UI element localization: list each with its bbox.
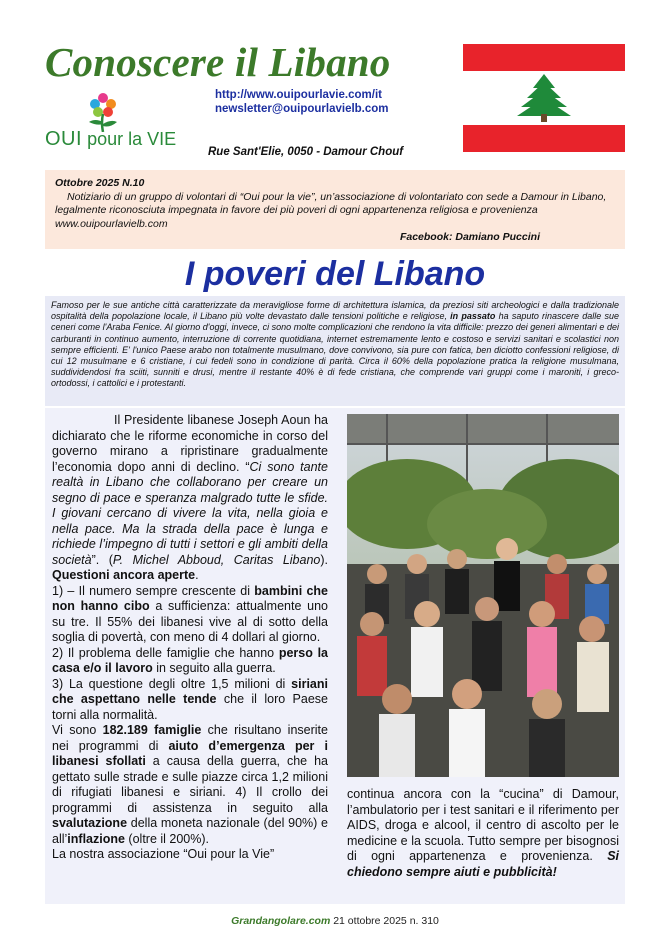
p3-bold: perso la casa e/o il lavoro: [52, 645, 328, 675]
paragraph-4: [52, 677, 328, 724]
article-right-column: [347, 787, 619, 880]
facebook-credit: Facebook: Damiano Puccini: [399, 231, 540, 243]
p4-bold: siriani che aspettano nelle tende: [52, 676, 328, 706]
summary-box: [45, 296, 625, 406]
p1-text-c: ).: [320, 552, 328, 567]
intro-box: [45, 170, 625, 249]
p2-text-b: a sufficienza: attualmente uno su tre. Il 55% dei libanesi vive al di sotto della soglia di povertà, con meno di 4 dollari al giorno.: [52, 599, 329, 644]
lebanon-flag-icon: [463, 44, 625, 152]
right-text: continua ancora con la “cucina” di Damour, l’ambulatorio per i test sanitari e il riferimento per AIDS, droga e alcool, il centro di ascolto per le medicine e la scuola. Tutto sempre per bisognosi di ogni appartenenza e provenienza.: [347, 787, 619, 863]
children-group-photo: [347, 414, 619, 777]
p3-text-a: 2) Il problema delle famiglie che hanno: [52, 645, 279, 660]
logo-rest: pour la VIE: [82, 129, 177, 149]
paragraph-6: La nostra associazione “Oui pour la Vie”: [52, 847, 275, 861]
p1-quote: Ci sono tante realtà in Libano che collaborano per creare un segno di pace e speranza malgrado tutte le sfide. I giovani cercano di vivere la vita, nella gioia e nella pace. Ma la strada della pace è lunga e richiede l’impegno di tutti i settori e gli ambiti della società: [52, 459, 328, 567]
summary-bold: in passato: [450, 311, 496, 322]
p5-bold-3: svalutazione: [52, 816, 128, 830]
masthead-title: Conoscere il Libano: [45, 39, 391, 85]
paragraph-1: [52, 413, 328, 584]
p5-text-b: che risultano inserite nei programmi di: [52, 723, 328, 753]
paragraph-5: [52, 723, 328, 847]
p1-bold: Questioni ancora aperte: [52, 568, 196, 582]
p4-text-a: 3) La questione degli oltre 1,5 milioni di: [52, 676, 292, 691]
p3-text-b: in seguito alla guerra.: [152, 661, 276, 675]
p5-bold-4: inflazione: [67, 831, 125, 846]
p5-text-d: della moneta nazionale (del 90%) e all’: [52, 816, 328, 846]
summary-part1: Famoso per le sue antiche città caratterizzate da meravigliose forme di architettura islamica, da preziosi siti archeologici e dalla tradizionale ospitalità della popolazione locale, il Libano più volte devastato dalle tensioni politiche e religiose,: [51, 300, 619, 322]
paragraph-2: [52, 584, 328, 646]
association-logo: [45, 92, 215, 154]
intro-text: Notiziario di un gruppo di volontari di “Oui pour la vie”, un’associazione di volontariato con sede a Damour in Libano, legalmente riconosciuta impegnata in favore dei più poveri di ogni appartenenza religiosa e provenienza www.ouipourlavielb.com: [55, 190, 607, 230]
p1-text-d: .: [195, 568, 199, 582]
p5-bold-1: 182.189 famiglie: [102, 723, 202, 737]
footer-date: 21 ottobre 2025 n. 310: [330, 915, 439, 927]
p5-bold-2: aiuto d’emergenza per i libanesi sfollati: [52, 738, 328, 768]
footer-brand[interactable]: Grandangolare.com: [231, 915, 331, 927]
p2-text-a: 1) – Il numero sempre crescente di: [52, 583, 255, 598]
headline: I poveri del Libano: [184, 255, 486, 293]
address: Rue Sant'Elie, 0050 - Damour Chouf: [208, 146, 404, 158]
p2-bold: bambini che non hanno cibo: [52, 583, 328, 613]
p1-text-b: ”. (: [91, 552, 113, 567]
p5-text-e: (oltre il 200%).: [124, 831, 210, 846]
logo-oui: OUI: [45, 128, 83, 150]
p4-text-b: che il loro Paese torni alla normalità.: [52, 692, 328, 722]
logo-wordmark: [45, 128, 176, 151]
p5-text-a: Vi sono: [52, 723, 103, 737]
flower-logo-icon: [73, 92, 133, 132]
paragraph-3: [52, 646, 328, 677]
p5-text-c: a causa della guerra, che ha gettato sulle strade e sulle piazze circa 1,2 milioni di rifugiati libanesi e siriani. 4) Il crollo dei programmi di assistenza in seguito alla: [52, 754, 329, 815]
closing-appeal: Si chiedono sempre aiuti e pubblicità!: [347, 849, 619, 879]
article-left-column: [52, 413, 328, 863]
footer: [0, 915, 670, 927]
website-link[interactable]: http://www.ouipourlavie.com/it: [215, 89, 382, 101]
p1-text-a: Il Presidente libanese Joseph Aoun ha dichiarato che le riforme economiche in corso del governo mirano a ripristinare gradualmente l’economia dopo anni di declino. “: [52, 413, 328, 474]
summary-part2: ha saputo rinascere dalle sue ceneri come l'Araba Fenice. Al giorno d'oggi, invece, ci sono molte complicazioni che rendono la vita difficile: prezzo dei generi alimentari e dei carburanti in continuo aumento, interruzione di corrente quotidiana, internet estremamente lento e costoso e servizi sanitari e scolastici non sempre efficienti. E' l'unico Paese arabo non totalmente musulmano, dove convivono, sia pure con fatica, ben diciotto confessioni religiose, di cui 12 musulmane e 6 cristiane, i cui fedeli sono in condizione di parità. Circa il 60% della popolazione pratica la religione musulmana, suddividendosi fra sciiti, sunniti e drusi, mentre il restante 40% è di fede cristiana, che comprende vari gruppi come i maroniti, i greco-ortodossi, i cattolici e i protestanti.: [51, 311, 620, 389]
email-link[interactable]: newsletter@ouipourlavielb.com: [215, 103, 389, 115]
issue-label: Ottobre 2025 N.10: [55, 177, 145, 189]
p1-author: P. Michel Abboud, Caritas Libano: [112, 552, 321, 567]
contact-block: [215, 88, 389, 116]
